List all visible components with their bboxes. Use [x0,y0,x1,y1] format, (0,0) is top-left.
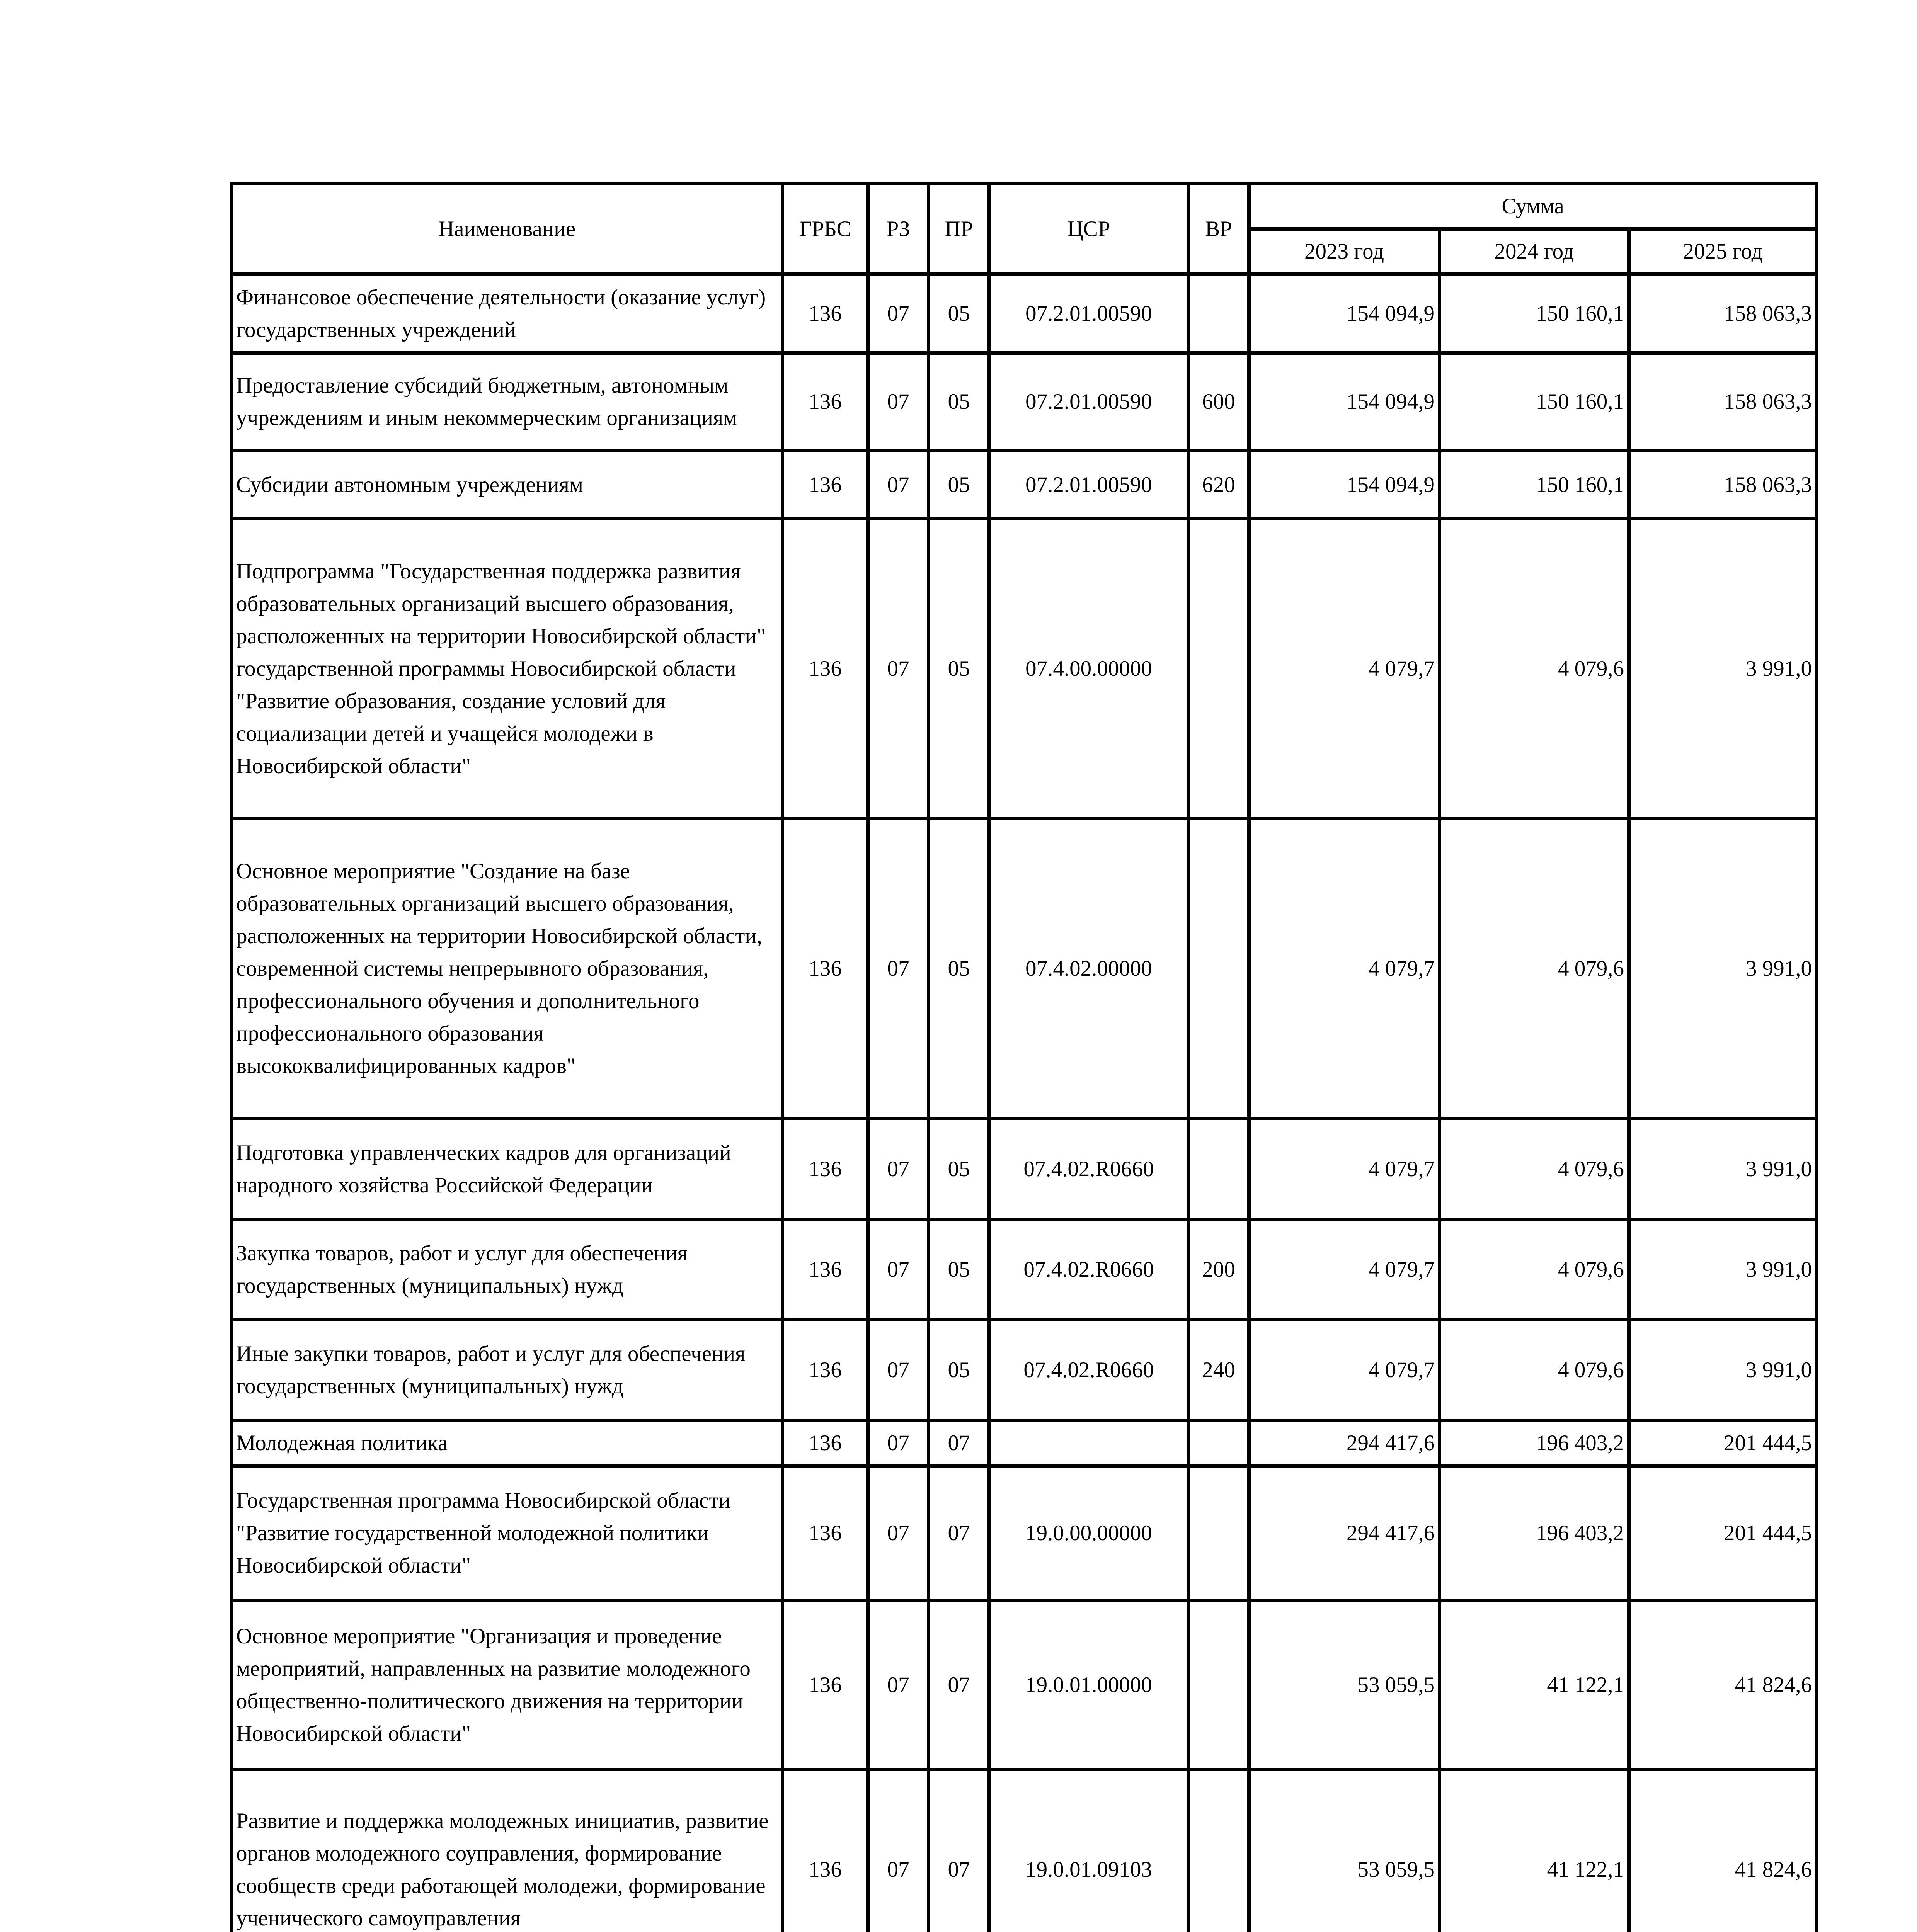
table-row [232,1466,1817,1601]
cell-rz: 07 [868,451,929,519]
cell-pr: 07 [929,1601,989,1770]
table-row [232,1119,1817,1220]
cell-year-2025: 158 063,3 [1629,451,1817,519]
table-row [232,274,1817,353]
cell-grbs: 136 [783,451,868,519]
cell-vr [1188,1466,1249,1601]
cell-year-2025: 201 444,5 [1629,1466,1817,1601]
cell-csr [989,1421,1188,1466]
cell-name: Подготовка управленческих кадров для организаций народного хозяйства Российской Федерации [232,1119,783,1220]
cell-csr: 07.4.00.00000 [989,519,1188,819]
cell-grbs: 136 [783,1119,868,1220]
cell-year-2025: 3 991,0 [1629,1119,1817,1220]
cell-rz: 07 [868,1466,929,1601]
cell-year-2023: 53 059,5 [1249,1770,1440,1932]
header-pr: ПР [929,184,989,274]
cell-csr: 07.4.02.00000 [989,819,1188,1119]
cell-vr [1188,274,1249,353]
cell-year-2023: 154 094,9 [1249,451,1440,519]
table-body [232,274,1817,1932]
cell-vr: 600 [1188,353,1249,451]
cell-year-2023: 154 094,9 [1249,353,1440,451]
cell-year-2025: 3 991,0 [1629,819,1817,1119]
header-year-2023: 2023 год [1249,229,1440,274]
cell-grbs: 136 [783,1601,868,1770]
cell-name: Подпрограмма "Государственная поддержка развития образовательных организаций высшего образования, расположенных на территории Новосибирской области" государственной программы Новосибирской области "Развитие образования, создание условий для социализации детей и учащейся молодежи в Новосибирской области" [232,519,783,819]
cell-year-2024: 4 079,6 [1440,1320,1629,1421]
table-row [232,353,1817,451]
cell-pr: 05 [929,274,989,353]
cell-rz: 07 [868,1601,929,1770]
cell-year-2023: 294 417,6 [1249,1421,1440,1466]
cell-csr: 07.4.02.R0660 [989,1119,1188,1220]
cell-name: Предоставление субсидий бюджетным, автономным учреждениям и иным некоммерческим организациям [232,353,783,451]
cell-year-2025: 41 824,6 [1629,1601,1817,1770]
cell-vr [1188,1770,1249,1932]
cell-name: Молодежная политика [232,1421,783,1466]
cell-csr: 07.4.02.R0660 [989,1220,1188,1320]
header-name: Наименование [232,184,783,274]
cell-rz: 07 [868,274,929,353]
cell-rz: 07 [868,519,929,819]
cell-vr [1188,519,1249,819]
header-csr: ЦСР [989,184,1188,274]
cell-name: Субсидии автономным учреждениям [232,451,783,519]
cell-vr [1188,819,1249,1119]
cell-csr: 07.4.02.R0660 [989,1320,1188,1421]
cell-name: Государственная программа Новосибирской области "Развитие государственной молодежной политики Новосибирской области" [232,1466,783,1601]
header-sum: Сумма [1249,184,1817,229]
cell-pr: 07 [929,1421,989,1466]
cell-pr: 05 [929,1220,989,1320]
cell-grbs: 136 [783,353,868,451]
cell-pr: 05 [929,1320,989,1421]
cell-pr: 05 [929,819,989,1119]
table-row [232,1601,1817,1770]
cell-year-2025: 3 991,0 [1629,1320,1817,1421]
cell-year-2025: 3 991,0 [1629,1220,1817,1320]
cell-grbs: 136 [783,519,868,819]
cell-rz: 07 [868,1421,929,1466]
cell-vr: 200 [1188,1220,1249,1320]
cell-name: Финансовое обеспечение деятельности (оказание услуг) государственных учреждений [232,274,783,353]
cell-grbs: 136 [783,1320,868,1421]
cell-vr [1188,1119,1249,1220]
cell-year-2025: 41 824,6 [1629,1770,1817,1932]
cell-name: Основное мероприятие "Организация и проведение мероприятий, направленных на развитие молодежного общественно-политического движения на территории Новосибирской области" [232,1601,783,1770]
cell-year-2023: 4 079,7 [1249,819,1440,1119]
cell-rz: 07 [868,819,929,1119]
cell-rz: 07 [868,1320,929,1421]
cell-csr: 19.0.01.09103 [989,1770,1188,1932]
cell-year-2023: 4 079,7 [1249,1220,1440,1320]
cell-year-2025: 3 991,0 [1629,519,1817,819]
cell-pr: 05 [929,353,989,451]
cell-rz: 07 [868,1220,929,1320]
cell-grbs: 136 [783,1220,868,1320]
cell-year-2025: 158 063,3 [1629,353,1817,451]
cell-year-2023: 154 094,9 [1249,274,1440,353]
cell-vr [1188,1421,1249,1466]
header-year-2025: 2025 год [1629,229,1817,274]
cell-name: Развитие и поддержка молодежных инициатив, развитие органов молодежного соуправления, формирование сообществ среди работающей молодежи, формирование ученического самоуправления [232,1770,783,1932]
table-header [232,184,1817,274]
cell-grbs: 136 [783,819,868,1119]
cell-pr: 05 [929,451,989,519]
cell-year-2024: 4 079,6 [1440,1220,1629,1320]
cell-year-2024: 41 122,1 [1440,1770,1629,1932]
cell-pr: 05 [929,1119,989,1220]
table-row [232,1220,1817,1320]
cell-pr: 07 [929,1466,989,1601]
cell-vr: 240 [1188,1320,1249,1421]
cell-name: Закупка товаров, работ и услуг для обеспечения государственных (муниципальных) нужд [232,1220,783,1320]
cell-year-2024: 150 160,1 [1440,274,1629,353]
cell-year-2024: 4 079,6 [1440,1119,1629,1220]
cell-grbs: 136 [783,274,868,353]
header-vr: ВР [1188,184,1249,274]
cell-name: Основное мероприятие "Создание на базе образовательных организаций высшего образования, расположенных на территории Новосибирской области, современной системы непрерывного образования, профессионального обучения и дополнительного профессионального образования высококвалифицированных кадров" [232,819,783,1119]
cell-year-2024: 196 403,2 [1440,1466,1629,1601]
cell-csr: 19.0.00.00000 [989,1466,1188,1601]
cell-year-2025: 158 063,3 [1629,274,1817,353]
cell-year-2023: 4 079,7 [1249,1320,1440,1421]
budget-table [230,182,1818,1932]
cell-year-2024: 4 079,6 [1440,819,1629,1119]
cell-rz: 07 [868,1770,929,1932]
cell-rz: 07 [868,353,929,451]
cell-grbs: 136 [783,1770,868,1932]
cell-year-2023: 4 079,7 [1249,519,1440,819]
cell-pr: 07 [929,1770,989,1932]
cell-year-2024: 41 122,1 [1440,1601,1629,1770]
cell-vr [1188,1601,1249,1770]
cell-year-2023: 53 059,5 [1249,1601,1440,1770]
table-row [232,819,1817,1119]
cell-grbs: 136 [783,1466,868,1601]
table-row [232,1320,1817,1421]
cell-year-2025: 201 444,5 [1629,1421,1817,1466]
cell-year-2024: 150 160,1 [1440,353,1629,451]
cell-vr: 620 [1188,451,1249,519]
header-year-2024: 2024 год [1440,229,1629,274]
cell-year-2024: 150 160,1 [1440,451,1629,519]
cell-year-2024: 196 403,2 [1440,1421,1629,1466]
cell-csr: 07.2.01.00590 [989,274,1188,353]
table-row [232,1770,1817,1932]
cell-csr: 07.2.01.00590 [989,451,1188,519]
table-row [232,1421,1817,1466]
header-grbs: ГРБС [783,184,868,274]
cell-name: Иные закупки товаров, работ и услуг для обеспечения государственных (муниципальных) нужд [232,1320,783,1421]
cell-csr: 07.2.01.00590 [989,353,1188,451]
cell-grbs: 136 [783,1421,868,1466]
cell-pr: 05 [929,519,989,819]
cell-year-2023: 4 079,7 [1249,1119,1440,1220]
header-rz: РЗ [868,184,929,274]
cell-csr: 19.0.01.00000 [989,1601,1188,1770]
cell-year-2023: 294 417,6 [1249,1466,1440,1601]
table-row [232,519,1817,819]
cell-rz: 07 [868,1119,929,1220]
cell-year-2024: 4 079,6 [1440,519,1629,819]
table-row [232,451,1817,519]
